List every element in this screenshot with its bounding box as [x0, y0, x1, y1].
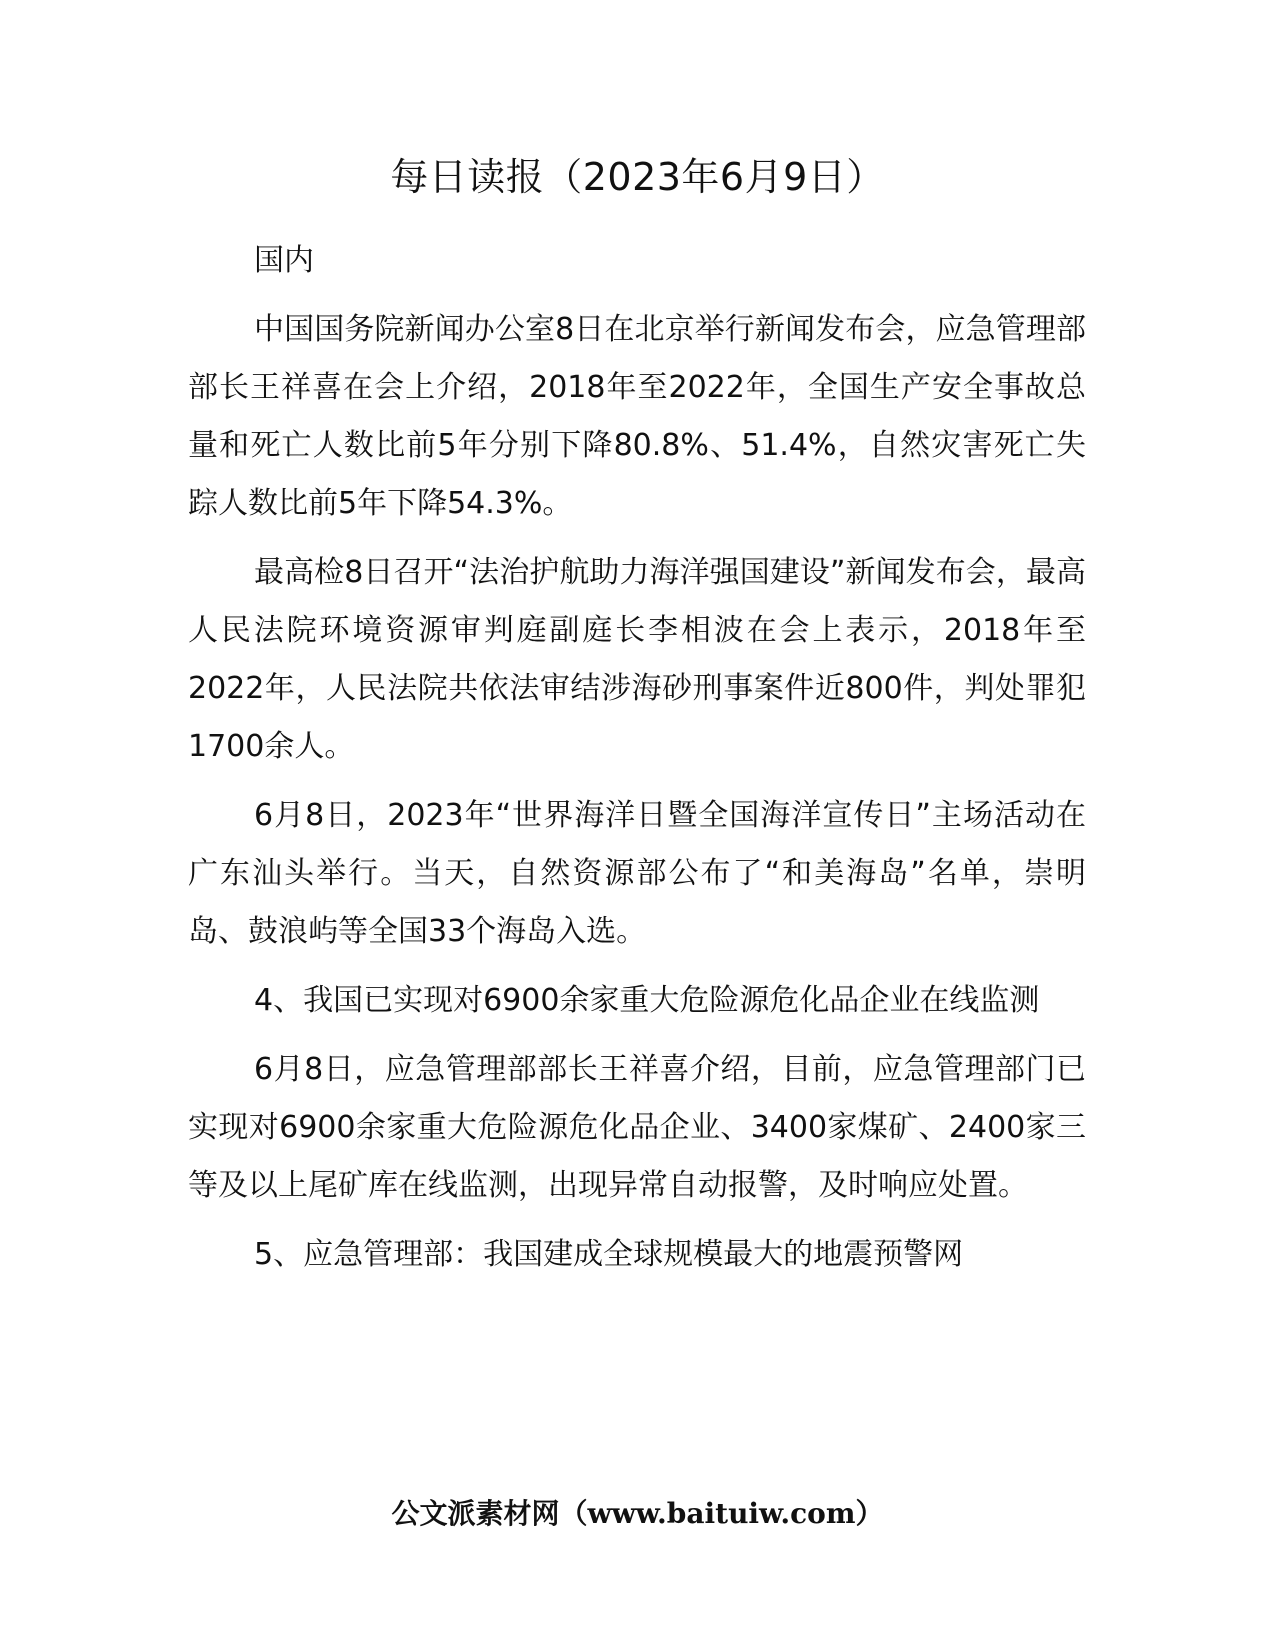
document-body — [188, 232, 1086, 1295]
document-title: 每日读报（2023年6月9日） — [390, 155, 885, 199]
paragraph-heading: 5、应急管理部：我国建成全球规模最大的地震预警网 — [254, 1237, 964, 1272]
paragraph-heading: 4、我国已实现对6900余家重大危险源危化品企业在线监测 — [254, 983, 1040, 1018]
paragraph: 6月8日，应急管理部部长王祥喜介绍，目前，应急管理部门已实现对6900余家重大危险源危化品企业、3400家煤矿、2400家三等及以上尾矿库在线监测，出现异常自动报警，及时响应处置。 — [188, 1052, 1086, 1203]
paragraph: 中国国务院新闻办公室8日在北京举行新闻发布会，应急管理部部长王祥喜在会上介绍，2018年至2022年，全国生产安全事故总量和死亡人数比前5年分别下降80.8%、51.4%，自然灾害死亡失踪人数比前5年下降54.3%。 — [188, 312, 1086, 521]
paragraph: 最高检8日召开“法治护航助力海洋强国建设”新闻发布会，最高人民法院环境资源审判庭副庭长李相波在会上表示，2018年至2022年，人民法院共依法审结涉海砂刑事案件近800件，判处罪犯1700余人。 — [188, 555, 1086, 764]
paragraph: 6月8日，2023年“世界海洋日暨全国海洋宣传日”主场活动在广东汕头举行。当天，自然资源部公布了“和美海岛”名单，崇明岛、鼓浪屿等全国33个海岛入选。 — [188, 798, 1086, 949]
section-heading: 国内 — [254, 243, 314, 278]
footer-watermark: 公文派素材网（www.baituiw.com） — [391, 1497, 884, 1530]
